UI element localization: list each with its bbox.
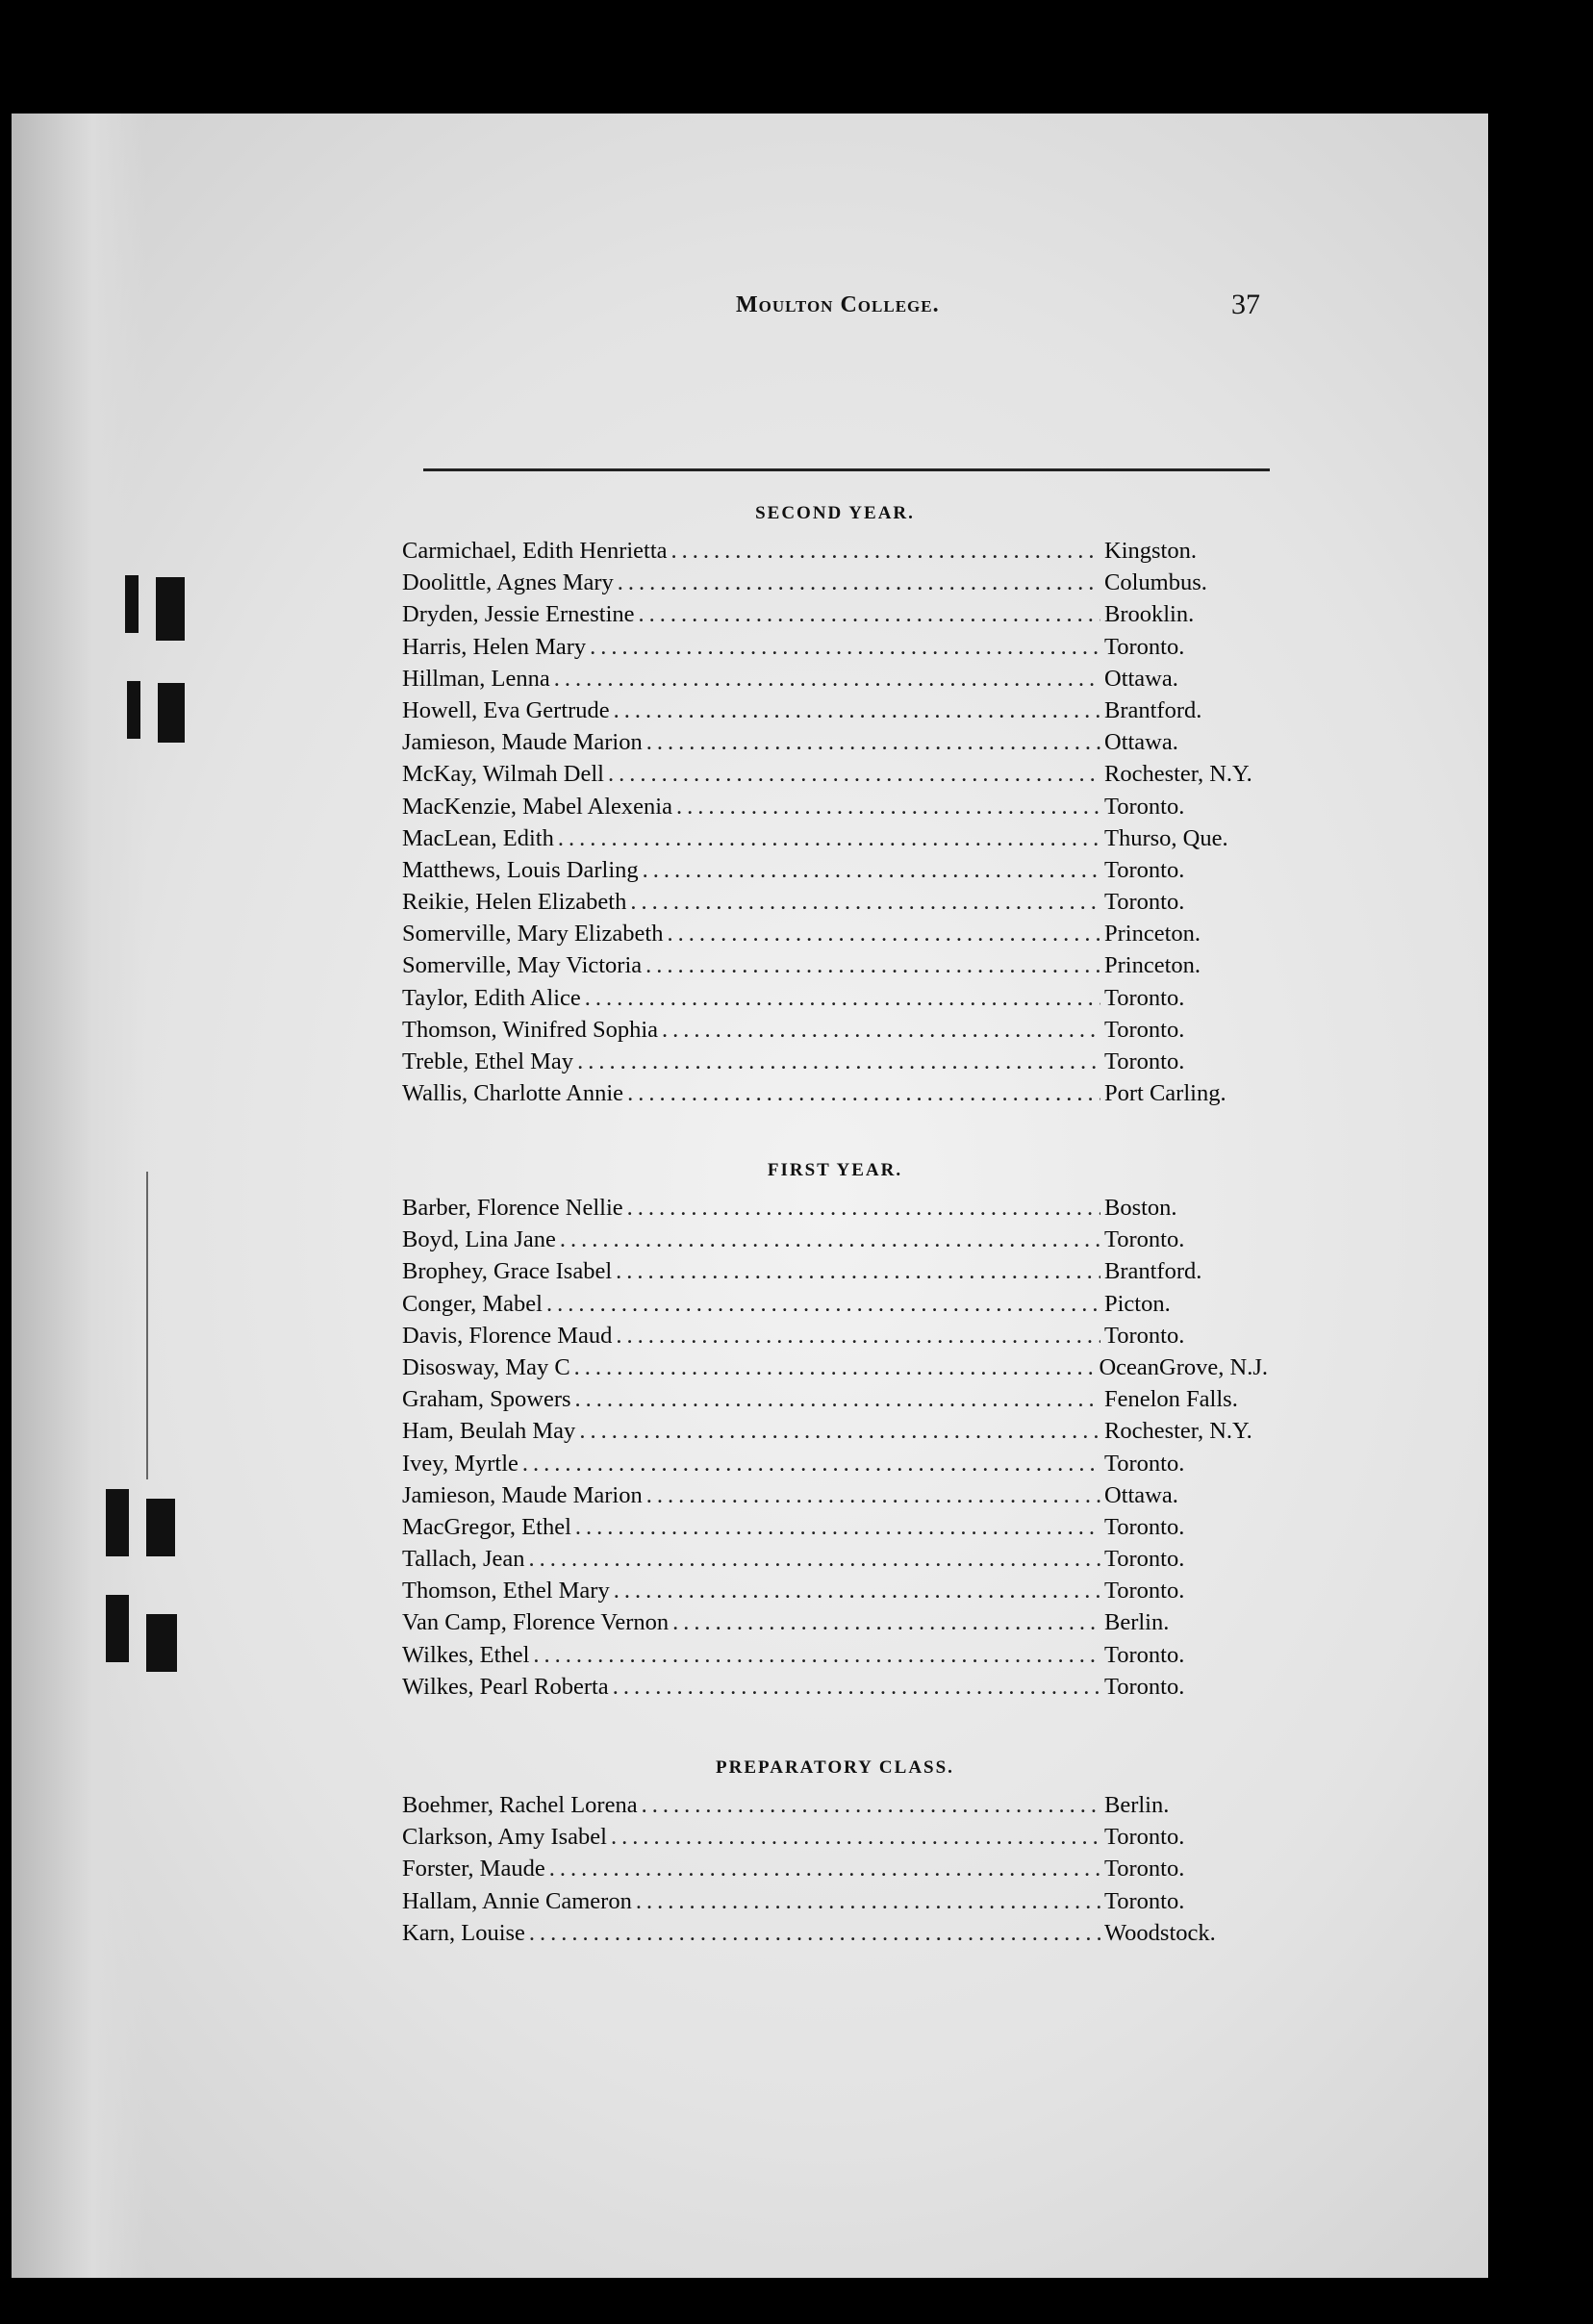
dot-leader <box>575 1386 1100 1413</box>
hometown: Kingston. <box>1104 538 1197 564</box>
student-name: Doolittle, Agnes Mary <box>402 569 614 596</box>
hometown: Toronto. <box>1104 1048 1185 1074</box>
hometown: Picton. <box>1104 1290 1171 1317</box>
dot-leader <box>546 1291 1100 1318</box>
student-name: Thomson, Winifred Sophia <box>402 1016 658 1043</box>
roster-row <box>402 1418 1268 1450</box>
dot-leader <box>614 697 1100 724</box>
dot-leader <box>662 1017 1100 1044</box>
student-name: Wilkes, Ethel <box>402 1641 530 1668</box>
section-preparatory-class <box>402 1757 1268 1952</box>
hometown: Toronto. <box>1104 1641 1185 1668</box>
dot-leader <box>627 1195 1100 1222</box>
roster-row <box>402 889 1268 921</box>
hometown: Princeton. <box>1104 921 1201 947</box>
dot-leader <box>560 1226 1100 1253</box>
page-header <box>414 279 1260 327</box>
dot-leader <box>522 1451 1100 1478</box>
binding-mark <box>156 577 185 641</box>
hometown: Toronto. <box>1104 1226 1185 1253</box>
binding-mark <box>125 575 139 633</box>
hometown: Berlin. <box>1104 1609 1170 1636</box>
dot-leader <box>616 1323 1100 1350</box>
dot-leader <box>616 1258 1100 1285</box>
student-name: Graham, Spowers <box>402 1386 571 1413</box>
hometown: Toronto. <box>1104 1546 1185 1573</box>
student-name: Clarkson, Amy Isabel <box>402 1824 607 1851</box>
section-heading: PREPARATORY CLASS. <box>716 1757 954 1778</box>
dot-leader <box>558 825 1100 852</box>
dot-leader <box>529 1546 1100 1573</box>
dot-leader <box>575 1514 1100 1541</box>
dot-leader <box>645 952 1100 979</box>
binding-mark <box>127 681 140 739</box>
student-name: Disosway, May C <box>402 1353 570 1380</box>
hometown: Ottawa. <box>1104 729 1178 756</box>
hometown: Brantford. <box>1104 696 1202 723</box>
roster-list <box>402 1792 1268 1952</box>
student-name: Brophey, Grace Isabel <box>402 1258 613 1285</box>
roster-row <box>402 1514 1268 1546</box>
student-name: Dryden, Jessie Ernestine <box>402 601 635 628</box>
dot-leader <box>618 569 1100 596</box>
student-name: Taylor, Edith Alice <box>402 984 581 1011</box>
student-name: Tallach, Jean <box>402 1546 525 1573</box>
hometown: Columbus. <box>1104 569 1207 596</box>
hometown: Princeton. <box>1104 952 1201 979</box>
section-first-year <box>402 1160 1268 1705</box>
roster-row <box>402 1642 1268 1674</box>
roster-row <box>402 1920 1268 1952</box>
student-name: MacKenzie, Mabel Alexenia <box>402 793 672 820</box>
roster-row <box>402 857 1268 889</box>
hometown: Fenelon Falls. <box>1104 1386 1238 1413</box>
hometown: Port Carling. <box>1104 1080 1226 1107</box>
student-name: MacLean, Edith <box>402 824 554 851</box>
student-name: Howell, Eva Gertrude <box>402 696 610 723</box>
dot-leader <box>642 1792 1100 1819</box>
hometown: Ottawa. <box>1104 665 1178 692</box>
hometown: Woodstock. <box>1104 1919 1216 1946</box>
student-name: Barber, Florence Nellie <box>402 1195 623 1221</box>
page-number: 37 <box>1231 289 1260 320</box>
running-title: Moulton College. <box>736 292 940 317</box>
student-name: Thomson, Ethel Mary <box>402 1578 610 1604</box>
dot-leader <box>554 666 1100 693</box>
dot-leader <box>613 1674 1100 1701</box>
section-second-year <box>402 503 1268 1112</box>
dot-leader <box>614 1578 1100 1604</box>
dot-leader <box>646 1482 1100 1509</box>
student-name: Forster, Maude <box>402 1856 545 1882</box>
student-name: Ivey, Myrtle <box>402 1450 518 1477</box>
student-name: Somerville, Mary Elizabeth <box>402 921 664 947</box>
page-fold-shadow <box>12 114 146 2278</box>
dot-leader <box>579 1418 1100 1445</box>
roster-row <box>402 985 1268 1017</box>
student-name: Wallis, Charlotte Annie <box>402 1080 624 1107</box>
dot-leader <box>608 761 1100 788</box>
dot-leader <box>549 1856 1100 1882</box>
hometown: Boston. <box>1104 1195 1177 1221</box>
student-name: Hallam, Annie Cameron <box>402 1887 632 1914</box>
dot-leader <box>630 889 1100 916</box>
roster-row <box>402 1048 1268 1080</box>
roster-row <box>402 1258 1268 1290</box>
roster-row <box>402 1482 1268 1514</box>
hometown: Toronto. <box>1104 1887 1185 1914</box>
hometown: Brantford. <box>1104 1258 1202 1285</box>
roster-list <box>402 1195 1268 1705</box>
binding-mark <box>106 1595 129 1662</box>
hometown: Toronto. <box>1104 1856 1185 1882</box>
roster-row <box>402 1674 1268 1705</box>
dot-leader <box>646 729 1100 756</box>
student-name: Harris, Helen Mary <box>402 633 587 660</box>
hometown: Toronto. <box>1104 1016 1185 1043</box>
hometown: Toronto. <box>1104 793 1185 820</box>
dot-leader <box>636 1888 1100 1915</box>
roster-row <box>402 729 1268 761</box>
dot-leader <box>672 1609 1100 1636</box>
binding-mark <box>146 1499 175 1556</box>
hometown: Rochester, N.Y. <box>1104 761 1252 788</box>
hometown: Ottawa. <box>1104 1481 1178 1508</box>
dot-leader <box>676 794 1100 821</box>
hometown: Rochester, N.Y. <box>1104 1418 1252 1445</box>
dot-leader <box>671 538 1100 565</box>
student-name: Boehmer, Rachel Lorena <box>402 1792 638 1818</box>
roster-row <box>402 634 1268 666</box>
roster-row <box>402 794 1268 825</box>
dot-leader <box>590 634 1100 661</box>
dot-leader <box>643 857 1100 884</box>
roster-row <box>402 1195 1268 1226</box>
student-name: Jamieson, Maude Marion <box>402 1481 643 1508</box>
binding-mark <box>106 1489 129 1556</box>
student-name: Davis, Florence Maud <box>402 1322 613 1349</box>
roster-row <box>402 1291 1268 1323</box>
dot-leader <box>577 1048 1100 1075</box>
hometown: Toronto. <box>1104 1578 1185 1604</box>
dot-leader <box>533 1642 1100 1669</box>
header-rule <box>423 468 1270 471</box>
roster-row <box>402 1578 1268 1609</box>
page-crease <box>146 1172 148 1479</box>
roster-row <box>402 1609 1268 1641</box>
hometown: Toronto. <box>1104 1824 1185 1851</box>
roster-row <box>402 1451 1268 1482</box>
binding-mark <box>146 1614 177 1672</box>
roster-row <box>402 697 1268 729</box>
hometown: Thurso, Que. <box>1104 824 1228 851</box>
student-name: Carmichael, Edith Henrietta <box>402 538 668 564</box>
student-name: Reikie, Helen Elizabeth <box>402 889 627 916</box>
roster-row <box>402 1017 1268 1048</box>
student-name: Matthews, Louis Darling <box>402 856 639 883</box>
roster-row <box>402 666 1268 697</box>
student-name: Somerville, May Victoria <box>402 952 643 979</box>
student-name: Wilkes, Pearl Roberta <box>402 1673 609 1700</box>
hometown: Toronto. <box>1104 1513 1185 1540</box>
hometown: Toronto. <box>1104 1322 1185 1349</box>
student-name: Ham, Beulah May <box>402 1418 576 1445</box>
roster-row <box>402 1226 1268 1258</box>
roster-row <box>402 538 1268 569</box>
hometown: Toronto. <box>1104 984 1185 1011</box>
roster-row <box>402 761 1268 793</box>
section-heading: FIRST YEAR. <box>767 1160 903 1180</box>
student-name: McKay, Wilmah Dell <box>402 761 604 788</box>
hometown: Toronto. <box>1104 856 1185 883</box>
hometown: Berlin. <box>1104 1792 1170 1818</box>
roster-row <box>402 952 1268 984</box>
student-name: Van Camp, Florence Vernon <box>402 1609 670 1636</box>
roster-row <box>402 921 1268 952</box>
roster-row <box>402 1888 1268 1920</box>
roster-row <box>402 1824 1268 1856</box>
roster-row <box>402 825 1268 857</box>
hometown: Toronto. <box>1104 1450 1185 1477</box>
dot-leader <box>611 1824 1100 1851</box>
hometown: Toronto. <box>1104 1673 1185 1700</box>
dot-leader <box>639 601 1100 628</box>
student-name: Jamieson, Maude Marion <box>402 729 643 756</box>
roster-row <box>402 1792 1268 1824</box>
dot-leader <box>627 1080 1100 1107</box>
student-name: Conger, Mabel <box>402 1290 543 1317</box>
dot-leader <box>585 985 1100 1012</box>
roster-row <box>402 1354 1268 1386</box>
student-name: Karn, Louise <box>402 1919 525 1946</box>
roster-row <box>402 601 1268 633</box>
hometown: Toronto. <box>1104 633 1185 660</box>
dot-leader <box>529 1920 1100 1947</box>
roster-row <box>402 1080 1268 1112</box>
student-name: Boyd, Lina Jane <box>402 1226 556 1253</box>
roster-row <box>402 1856 1268 1887</box>
roster-row <box>402 1386 1268 1418</box>
dot-leader <box>574 1354 1096 1381</box>
roster-row <box>402 1323 1268 1354</box>
student-name: MacGregor, Ethel <box>402 1513 571 1540</box>
dot-leader <box>667 921 1100 947</box>
student-name: Treble, Ethel May <box>402 1048 574 1074</box>
roster-row <box>402 1546 1268 1578</box>
roster-list <box>402 538 1268 1112</box>
roster-row <box>402 569 1268 601</box>
section-heading: SECOND YEAR. <box>755 503 915 523</box>
binding-mark <box>158 683 185 743</box>
hometown: Toronto. <box>1104 889 1185 916</box>
hometown: OceanGrove, N.J. <box>1099 1353 1268 1380</box>
hometown: Brooklin. <box>1104 601 1195 628</box>
student-name: Hillman, Lenna <box>402 665 550 692</box>
